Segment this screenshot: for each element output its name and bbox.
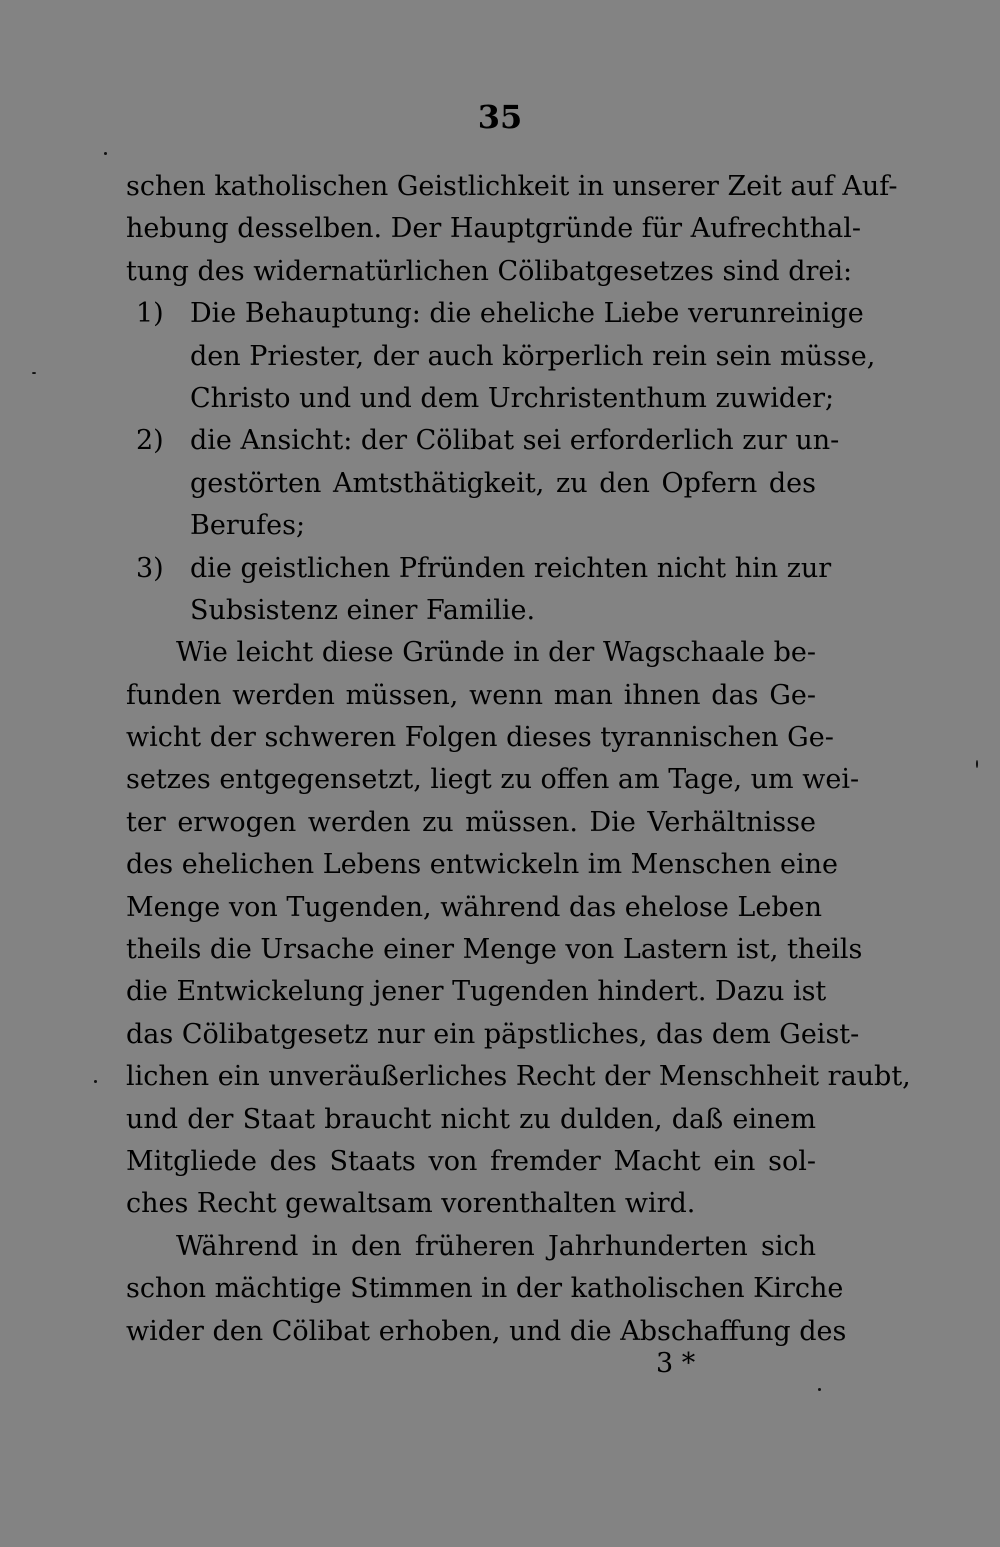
list-item-text: die geistlichen Pfründen reichten nicht hin zur [190, 552, 832, 584]
list-item-2-line [126, 420, 840, 462]
list-item-1-line: Christo und und dem Urchristenthum zuwider; [190, 382, 835, 414]
scan-speck [94, 1080, 97, 1083]
text-block [126, 166, 911, 1353]
paragraph-2-line: funden werden müssen, wenn man ihnen das Ge- [126, 679, 816, 711]
paragraph-2-line: setzes entgegensetzt, liegt zu offen am Tage, um wei- [126, 764, 860, 796]
list-item-3-line: Subsistenz einer Familie. [190, 594, 536, 626]
paragraph-2-line: und der Staat braucht nicht zu dulden, daß einem [126, 1103, 816, 1135]
paragraph-2-line: die Entwickelung jener Tugenden hindert. Dazu ist [126, 976, 827, 1008]
list-item-1-line [126, 293, 864, 335]
paragraph-2-line: wicht der schweren Folgen dieses tyrannischen Ge- [126, 722, 834, 754]
text-line: hebung desselben. Der Hauptgründe für Aufrechthal- [126, 213, 862, 245]
text-line: tung des widernatürlichen Cölibatgesetzes sind drei: [126, 255, 853, 287]
paragraph-2-line: des ehelichen Lebens entwickeln im Menschen eine [126, 849, 838, 881]
list-item-number: 1) [136, 298, 164, 330]
paragraph-3-line: Während in den früheren Jahrhunderten sich [176, 1230, 816, 1262]
list-item-number: 3) [136, 552, 164, 584]
scan-speck [32, 372, 36, 374]
paragraph-2-line: das Cölibatgesetz nur ein päpstliches, das dem Geist- [126, 1018, 860, 1050]
list-item-1-line: den Priester, der auch körperlich rein sein müsse, [190, 340, 876, 372]
paragraph-2-line: Wie leicht diese Gründe in der Wagschaale be- [176, 637, 816, 669]
text-line: schen katholischen Geistlichkeit in unserer Zeit auf Auf- [126, 171, 898, 202]
scan-speck [976, 760, 978, 768]
paragraph-2-line: Menge von Tugenden, während das ehelose Leben [126, 891, 822, 923]
paragraph-2-line: theils die Ursache einer Menge von Lastern ist, theils [126, 934, 863, 966]
paragraph-3-line: wider den Cölibat erhoben, und die Abschaffung des [126, 1315, 847, 1347]
signature-mark: 3 * [656, 1348, 696, 1379]
paragraph-2-line: ter erwogen werden zu müssen. Die Verhältnisse [126, 806, 816, 838]
list-item-number: 2) [136, 425, 164, 457]
list-item-3-line [126, 548, 832, 590]
page-number: 35 [477, 98, 523, 136]
scan-speck [818, 1388, 821, 1391]
paragraph-2-line: ches Recht gewaltsam vorenthalten wird. [126, 1188, 696, 1220]
list-item-2-line: Berufes; [190, 510, 306, 542]
list-item-text: die Ansicht: der Cölibat sei erforderlich zur un- [190, 425, 840, 457]
list-item-text: Die Behauptung: die eheliche Liebe verunreinige [190, 298, 864, 330]
paragraph-2-line: lichen ein unveräußerliches Recht der Menschheit raubt, [126, 1061, 911, 1093]
paragraph-2-line: Mitgliede des Staats von fremder Macht ein sol- [126, 1145, 816, 1177]
scan-speck [104, 152, 107, 155]
paragraph-3-line: schon mächtige Stimmen in der katholischen Kirche [126, 1273, 844, 1305]
list-item-2-line: gestörten Amtsthätigkeit, zu den Opfern des [190, 467, 816, 499]
